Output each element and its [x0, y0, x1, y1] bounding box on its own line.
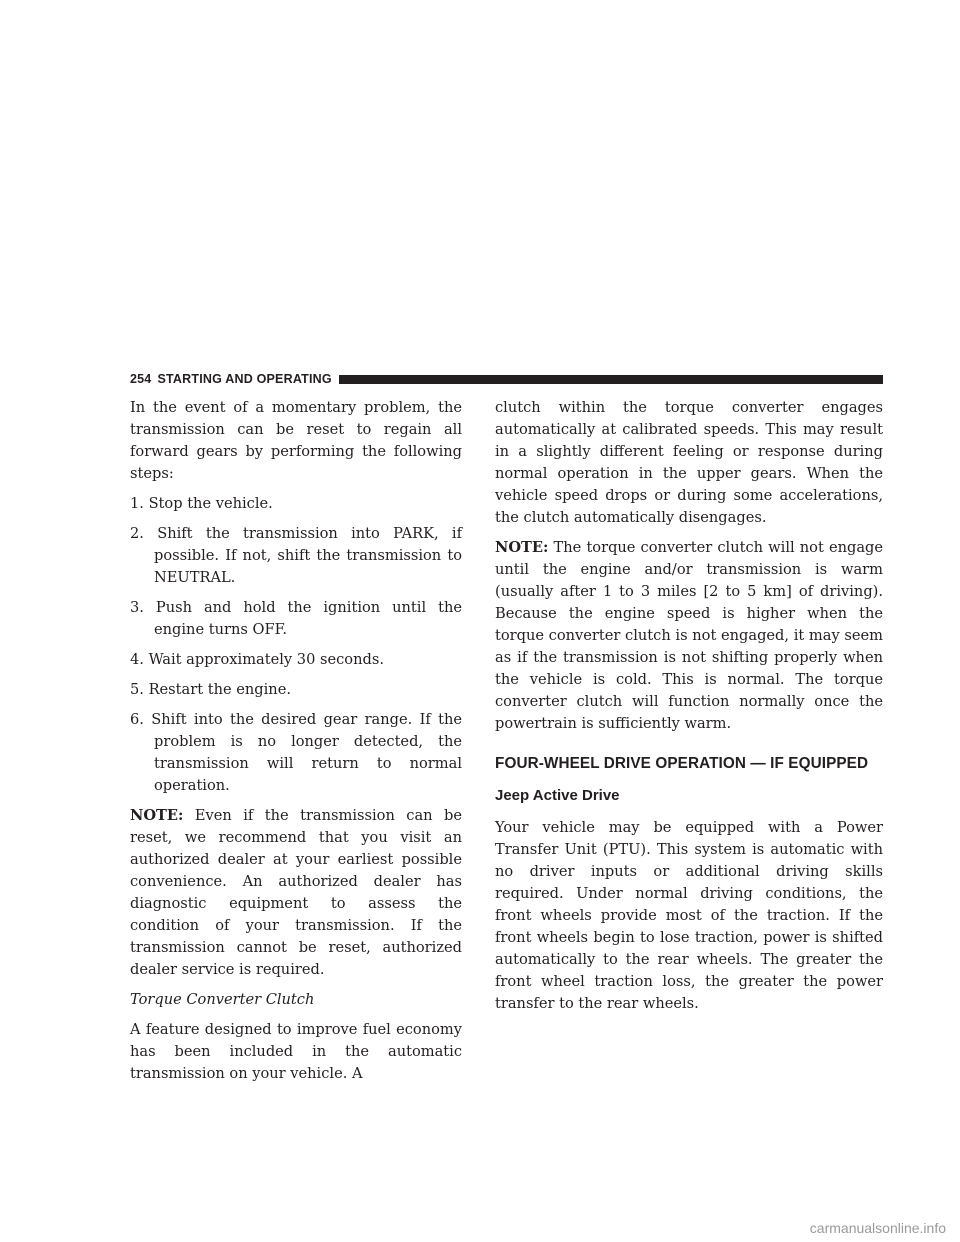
reset-steps-list: [130, 493, 462, 797]
torque-converter-paragraph: A feature designed to improve fuel economy has been included in the automatic transmission on your vehicle. A: [130, 1021, 462, 1082]
list-item: 1. Stop the vehicle.: [130, 495, 273, 512]
section-title: STARTING AND OPERATING: [157, 372, 332, 386]
right-column: [495, 397, 883, 1023]
torque-converter-heading: Torque Converter Clutch: [130, 991, 315, 1008]
page-header: [130, 371, 883, 387]
note-text: The torque converter clutch will not engage until the engine and/or transmission is warm (usually after 1 to 3 miles [2 to 5 km] of driving). Because the engine speed is higher when the torque converter clutch is not engaged, it may seem as if the transmission is not shifting properly when the vehicle is cold. This is normal. The torque converter clutch will function normally once the powertrain is sufficiently warm.: [495, 539, 883, 732]
note-paragraph: [495, 537, 883, 735]
continued-paragraph: clutch within the torque converter engages automatically at calibrated speeds. This may result in a slightly different feeling or response during normal operation in the upper gears. When the vehicle speed drops or during some accelerations, the clutch automatically disengages.: [495, 399, 883, 526]
watermark: carmanualsonline.info: [809, 1220, 946, 1236]
left-column: [130, 397, 462, 1093]
list-item: 6. Shift into the desired gear range. If the problem is no longer detected, the transmission will return to normal operation.: [130, 711, 462, 794]
four-wheel-drive-heading: FOUR-WHEEL DRIVE OPERATION — IF EQUIPPED: [495, 755, 869, 772]
note-paragraph: [130, 805, 462, 981]
active-drive-paragraph: Your vehicle may be equipped with a Power Transfer Unit (PTU). This system is automatic with no driver inputs or additional driving skills required. Under normal driving conditions, the front wheels provide most of the traction. If the front wheels begin to lose traction, power is shifted automatically to the rear wheels. The greater the front wheel traction loss, the greater the power transfer to the rear wheels.: [495, 819, 883, 1012]
jeep-active-drive-heading: Jeep Active Drive: [495, 787, 620, 804]
intro-paragraph: In the event of a momentary problem, the transmission can be reset to regain all forward gears by performing the following steps:: [130, 399, 462, 482]
header-rule: [339, 375, 883, 384]
note-text: Even if the transmission can be reset, we recommend that you visit an authorized dealer at your earliest possible convenience. An authorized dealer has diagnostic equipment to assess the condition of your transmission. If the transmission cannot be reset, authorized dealer service is required.: [130, 807, 462, 978]
page-number: 254: [130, 372, 152, 386]
list-item: 3. Push and hold the ignition until the engine turns OFF.: [130, 599, 462, 638]
note-label: NOTE:: [495, 539, 549, 556]
list-item: 2. Shift the transmission into PARK, if possible. If not, shift the transmission to NEUTRAL.: [130, 525, 462, 586]
note-label: NOTE:: [130, 807, 184, 824]
list-item: 4. Wait approximately 30 seconds.: [130, 651, 384, 668]
list-item: 5. Restart the engine.: [130, 681, 291, 698]
